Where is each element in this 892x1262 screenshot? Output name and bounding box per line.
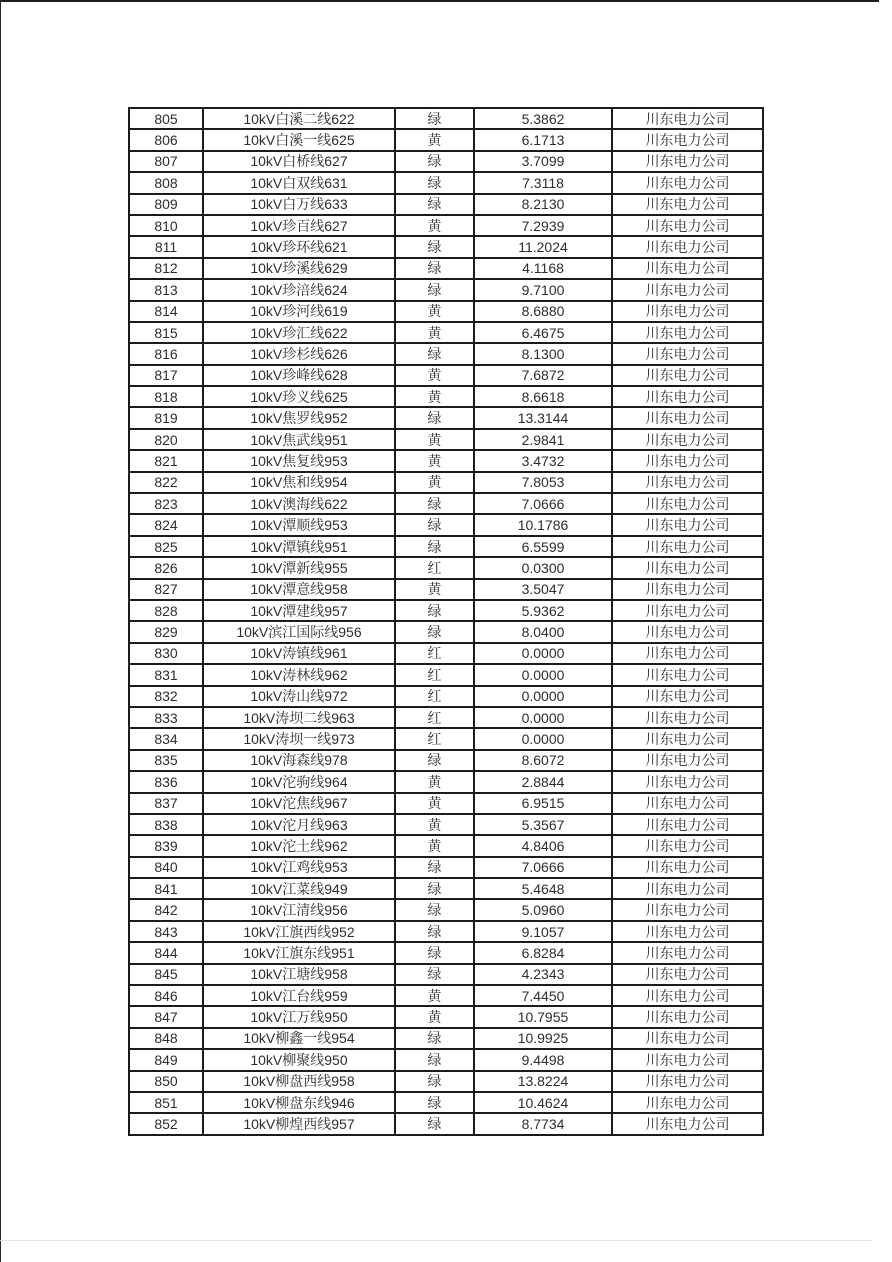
value-cell: 7.6872: [474, 365, 612, 386]
table-row: [129, 707, 763, 728]
company-cell: 川东电力公司: [612, 985, 763, 1006]
table-row: [129, 600, 763, 621]
status-cell: 黄: [395, 793, 474, 814]
serial-cell: 827: [129, 579, 203, 600]
line-name-cell: 10kV焦和线954: [203, 472, 395, 493]
value-cell: 8.1300: [474, 343, 612, 364]
value-cell: 13.8224: [474, 1071, 612, 1092]
line-name-cell: 10kV珍杉线626: [203, 343, 395, 364]
status-cell: 红: [395, 664, 474, 685]
company-cell: 川东电力公司: [612, 386, 763, 407]
value-cell: 5.3567: [474, 814, 612, 835]
serial-cell: 828: [129, 600, 203, 621]
line-name-cell: 10kV江万线950: [203, 1006, 395, 1027]
value-cell: 7.3118: [474, 172, 612, 193]
status-cell: 黄: [395, 129, 474, 150]
value-cell: 11.2024: [474, 236, 612, 257]
serial-cell: 831: [129, 664, 203, 685]
value-cell: 6.5599: [474, 536, 612, 557]
table-row: [129, 793, 763, 814]
status-cell: 红: [395, 707, 474, 728]
serial-cell: 840: [129, 857, 203, 878]
table-row: [129, 1113, 763, 1134]
status-cell: 黄: [395, 472, 474, 493]
table-row: [129, 557, 763, 578]
table-row: [129, 172, 763, 193]
value-cell: 7.2939: [474, 215, 612, 236]
status-cell: 绿: [395, 1028, 474, 1049]
table-row: [129, 279, 763, 300]
company-cell: 川东电力公司: [612, 557, 763, 578]
serial-cell: 823: [129, 493, 203, 514]
serial-cell: 848: [129, 1028, 203, 1049]
status-cell: 绿: [395, 1071, 474, 1092]
value-cell: 10.4624: [474, 1092, 612, 1113]
line-name-cell: 10kV潭镇线951: [203, 536, 395, 557]
status-cell: 绿: [395, 536, 474, 557]
power-line-table-body: [129, 108, 763, 1135]
company-cell: 川东电力公司: [612, 835, 763, 856]
serial-cell: 852: [129, 1113, 203, 1134]
serial-cell: 808: [129, 172, 203, 193]
status-cell: 绿: [395, 279, 474, 300]
status-cell: 绿: [395, 343, 474, 364]
line-name-cell: 10kV滨江国际线956: [203, 621, 395, 642]
power-line-table: [128, 107, 764, 1136]
company-cell: 川东电力公司: [612, 258, 763, 279]
company-cell: 川东电力公司: [612, 343, 763, 364]
company-cell: 川东电力公司: [612, 194, 763, 215]
status-cell: 黄: [395, 215, 474, 236]
line-name-cell: 10kV柳聚线950: [203, 1049, 395, 1070]
value-cell: 6.4675: [474, 322, 612, 343]
serial-cell: 829: [129, 621, 203, 642]
status-cell: 绿: [395, 172, 474, 193]
line-name-cell: 10kV柳煌西线957: [203, 1113, 395, 1134]
table-row: [129, 686, 763, 707]
line-name-cell: 10kV珍汇线622: [203, 322, 395, 343]
company-cell: 川东电力公司: [612, 301, 763, 322]
table-row: [129, 129, 763, 150]
line-name-cell: 10kV沱焦线967: [203, 793, 395, 814]
table-row: [129, 215, 763, 236]
table-row: [129, 985, 763, 1006]
serial-cell: 812: [129, 258, 203, 279]
status-cell: 黄: [395, 450, 474, 471]
table-row: [129, 472, 763, 493]
value-cell: 2.9841: [474, 429, 612, 450]
status-cell: 黄: [395, 579, 474, 600]
company-cell: 川东电力公司: [612, 964, 763, 985]
line-name-cell: 10kV江菜线949: [203, 878, 395, 899]
line-name-cell: 10kV江鸡线953: [203, 857, 395, 878]
serial-cell: 837: [129, 793, 203, 814]
value-cell: 10.7955: [474, 1006, 612, 1027]
status-cell: 黄: [395, 365, 474, 386]
company-cell: 川东电力公司: [612, 942, 763, 963]
company-cell: 川东电力公司: [612, 236, 763, 257]
company-cell: 川东电力公司: [612, 728, 763, 749]
serial-cell: 846: [129, 985, 203, 1006]
value-cell: 8.2130: [474, 194, 612, 215]
value-cell: 0.0000: [474, 707, 612, 728]
status-cell: 绿: [395, 964, 474, 985]
line-name-cell: 10kV涛坝一线973: [203, 728, 395, 749]
table-row: [129, 921, 763, 942]
company-cell: 川东电力公司: [612, 215, 763, 236]
value-cell: 5.3862: [474, 108, 612, 129]
serial-cell: 816: [129, 343, 203, 364]
serial-cell: 826: [129, 557, 203, 578]
table-row: [129, 108, 763, 129]
table-row: [129, 621, 763, 642]
serial-cell: 841: [129, 878, 203, 899]
line-name-cell: 10kV涛林线962: [203, 664, 395, 685]
value-cell: 3.7099: [474, 151, 612, 172]
serial-cell: 825: [129, 536, 203, 557]
value-cell: 3.4732: [474, 450, 612, 471]
line-name-cell: 10kV涛镇线961: [203, 643, 395, 664]
status-cell: 绿: [395, 108, 474, 129]
value-cell: 6.8284: [474, 942, 612, 963]
serial-cell: 847: [129, 1006, 203, 1027]
status-cell: 绿: [395, 493, 474, 514]
serial-cell: 815: [129, 322, 203, 343]
serial-cell: 824: [129, 514, 203, 535]
serial-cell: 807: [129, 151, 203, 172]
status-cell: 红: [395, 643, 474, 664]
status-cell: 黄: [395, 814, 474, 835]
serial-cell: 817: [129, 365, 203, 386]
status-cell: 绿: [395, 1113, 474, 1134]
status-cell: 黄: [395, 985, 474, 1006]
company-cell: 川东电力公司: [612, 365, 763, 386]
serial-cell: 835: [129, 750, 203, 771]
company-cell: 川东电力公司: [612, 1092, 763, 1113]
company-cell: 川东电力公司: [612, 707, 763, 728]
value-cell: 8.6880: [474, 301, 612, 322]
status-cell: 红: [395, 686, 474, 707]
serial-cell: 836: [129, 771, 203, 792]
value-cell: 9.1057: [474, 921, 612, 942]
serial-cell: 813: [129, 279, 203, 300]
serial-cell: 814: [129, 301, 203, 322]
company-cell: 川东电力公司: [612, 793, 763, 814]
company-cell: 川东电力公司: [612, 407, 763, 428]
value-cell: 7.0666: [474, 493, 612, 514]
line-name-cell: 10kV珍涪线624: [203, 279, 395, 300]
serial-cell: 844: [129, 942, 203, 963]
value-cell: 6.9515: [474, 793, 612, 814]
value-cell: 5.0960: [474, 899, 612, 920]
company-cell: 川东电力公司: [612, 771, 763, 792]
table-row: [129, 429, 763, 450]
line-name-cell: 10kV柳盘东线946: [203, 1092, 395, 1113]
value-cell: 7.4450: [474, 985, 612, 1006]
table-row: [129, 1071, 763, 1092]
line-name-cell: 10kV潭新线955: [203, 557, 395, 578]
company-cell: 川东电力公司: [612, 857, 763, 878]
company-cell: 川东电力公司: [612, 579, 763, 600]
table-row: [129, 258, 763, 279]
value-cell: 0.0300: [474, 557, 612, 578]
line-name-cell: 10kV白双线631: [203, 172, 395, 193]
line-name-cell: 10kV焦复线953: [203, 450, 395, 471]
company-cell: 川东电力公司: [612, 1071, 763, 1092]
line-name-cell: 10kV澳海线622: [203, 493, 395, 514]
table-row: [129, 151, 763, 172]
value-cell: 0.0000: [474, 728, 612, 749]
line-name-cell: 10kV珍环线621: [203, 236, 395, 257]
serial-cell: 822: [129, 472, 203, 493]
company-cell: 川东电力公司: [612, 921, 763, 942]
table-row: [129, 664, 763, 685]
line-name-cell: 10kV珍河线619: [203, 301, 395, 322]
value-cell: 3.5047: [474, 579, 612, 600]
company-cell: 川东电力公司: [612, 1006, 763, 1027]
serial-cell: 809: [129, 194, 203, 215]
table-row: [129, 493, 763, 514]
company-cell: 川东电力公司: [612, 1049, 763, 1070]
status-cell: 绿: [395, 151, 474, 172]
status-cell: 黄: [395, 301, 474, 322]
status-cell: 黄: [395, 386, 474, 407]
table-row: [129, 899, 763, 920]
serial-cell: 834: [129, 728, 203, 749]
line-name-cell: 10kV江清线956: [203, 899, 395, 920]
line-name-cell: 10kV柳盘西线958: [203, 1071, 395, 1092]
table-row: [129, 236, 763, 257]
company-cell: 川东电力公司: [612, 643, 763, 664]
table-row: [129, 1049, 763, 1070]
line-name-cell: 10kV涛坝二线963: [203, 707, 395, 728]
line-name-cell: 10kV柳鑫一线954: [203, 1028, 395, 1049]
power-line-table-container: [128, 107, 764, 1136]
table-row: [129, 450, 763, 471]
company-cell: 川东电力公司: [612, 108, 763, 129]
serial-cell: 851: [129, 1092, 203, 1113]
status-cell: 绿: [395, 514, 474, 535]
value-cell: 10.9925: [474, 1028, 612, 1049]
value-cell: 0.0000: [474, 643, 612, 664]
value-cell: 8.0400: [474, 621, 612, 642]
line-name-cell: 10kV涛山线972: [203, 686, 395, 707]
serial-cell: 819: [129, 407, 203, 428]
value-cell: 6.1713: [474, 129, 612, 150]
line-name-cell: 10kV潭顺线953: [203, 514, 395, 535]
table-row: [129, 1028, 763, 1049]
serial-cell: 845: [129, 964, 203, 985]
serial-cell: 805: [129, 108, 203, 129]
status-cell: 绿: [395, 407, 474, 428]
status-cell: 绿: [395, 857, 474, 878]
scan-artifact-left-edge: [0, 0, 1, 1262]
table-row: [129, 343, 763, 364]
table-row: [129, 878, 763, 899]
company-cell: 川东电力公司: [612, 322, 763, 343]
serial-cell: 830: [129, 643, 203, 664]
status-cell: 黄: [395, 835, 474, 856]
serial-cell: 849: [129, 1049, 203, 1070]
table-row: [129, 301, 763, 322]
value-cell: 8.6072: [474, 750, 612, 771]
line-name-cell: 10kV沱土线962: [203, 835, 395, 856]
company-cell: 川东电力公司: [612, 686, 763, 707]
table-row: [129, 771, 763, 792]
value-cell: 8.7734: [474, 1113, 612, 1134]
value-cell: 9.7100: [474, 279, 612, 300]
serial-cell: 810: [129, 215, 203, 236]
line-name-cell: 10kV白溪一线625: [203, 129, 395, 150]
company-cell: 川东电力公司: [612, 664, 763, 685]
status-cell: 绿: [395, 878, 474, 899]
table-row: [129, 1006, 763, 1027]
company-cell: 川东电力公司: [612, 493, 763, 514]
serial-cell: 806: [129, 129, 203, 150]
company-cell: 川东电力公司: [612, 1028, 763, 1049]
line-name-cell: 10kV珍义线625: [203, 386, 395, 407]
status-cell: 黄: [395, 771, 474, 792]
table-row: [129, 942, 763, 963]
value-cell: 0.0000: [474, 686, 612, 707]
value-cell: 13.3144: [474, 407, 612, 428]
company-cell: 川东电力公司: [612, 514, 763, 535]
status-cell: 绿: [395, 236, 474, 257]
scan-artifact-top-edge: [0, 0, 879, 2]
company-cell: 川东电力公司: [612, 621, 763, 642]
status-cell: 红: [395, 557, 474, 578]
value-cell: 5.9362: [474, 600, 612, 621]
status-cell: 绿: [395, 621, 474, 642]
serial-cell: 833: [129, 707, 203, 728]
company-cell: 川东电力公司: [612, 878, 763, 899]
serial-cell: 842: [129, 899, 203, 920]
serial-cell: 811: [129, 236, 203, 257]
status-cell: 绿: [395, 194, 474, 215]
serial-cell: 843: [129, 921, 203, 942]
table-row: [129, 750, 763, 771]
table-row: [129, 728, 763, 749]
line-name-cell: 10kV珍峰线628: [203, 365, 395, 386]
status-cell: 绿: [395, 942, 474, 963]
line-name-cell: 10kV江旗东线951: [203, 942, 395, 963]
company-cell: 川东电力公司: [612, 450, 763, 471]
status-cell: 黄: [395, 429, 474, 450]
status-cell: 绿: [395, 1049, 474, 1070]
line-name-cell: 10kV沱月线963: [203, 814, 395, 835]
status-cell: 绿: [395, 258, 474, 279]
company-cell: 川东电力公司: [612, 279, 763, 300]
serial-cell: 850: [129, 1071, 203, 1092]
table-row: [129, 386, 763, 407]
line-name-cell: 10kV江台线959: [203, 985, 395, 1006]
company-cell: 川东电力公司: [612, 129, 763, 150]
value-cell: 2.8844: [474, 771, 612, 792]
value-cell: 5.4648: [474, 878, 612, 899]
table-row: [129, 536, 763, 557]
serial-cell: 832: [129, 686, 203, 707]
value-cell: 4.8406: [474, 835, 612, 856]
serial-cell: 818: [129, 386, 203, 407]
serial-cell: 820: [129, 429, 203, 450]
line-name-cell: 10kV珍溪线629: [203, 258, 395, 279]
line-name-cell: 10kV江旗西线952: [203, 921, 395, 942]
status-cell: 红: [395, 728, 474, 749]
line-name-cell: 10kV潭建线957: [203, 600, 395, 621]
company-cell: 川东电力公司: [612, 814, 763, 835]
table-row: [129, 322, 763, 343]
table-row: [129, 964, 763, 985]
company-cell: 川东电力公司: [612, 472, 763, 493]
value-cell: 0.0000: [474, 664, 612, 685]
status-cell: 绿: [395, 750, 474, 771]
company-cell: 川东电力公司: [612, 600, 763, 621]
line-name-cell: 10kV焦武线951: [203, 429, 395, 450]
table-row: [129, 643, 763, 664]
line-name-cell: 10kV焦罗线952: [203, 407, 395, 428]
table-row: [129, 514, 763, 535]
value-cell: 7.8053: [474, 472, 612, 493]
serial-cell: 838: [129, 814, 203, 835]
line-name-cell: 10kV江塘线958: [203, 964, 395, 985]
serial-cell: 839: [129, 835, 203, 856]
line-name-cell: 10kV沱驹线964: [203, 771, 395, 792]
line-name-cell: 10kV白溪二线622: [203, 108, 395, 129]
line-name-cell: 10kV海森线978: [203, 750, 395, 771]
value-cell: 10.1786: [474, 514, 612, 535]
table-row: [129, 407, 763, 428]
table-row: [129, 835, 763, 856]
table-row: [129, 365, 763, 386]
status-cell: 绿: [395, 899, 474, 920]
line-name-cell: 10kV白万线633: [203, 194, 395, 215]
table-row: [129, 579, 763, 600]
scan-artifact-bottom-edge: [0, 1240, 872, 1241]
line-name-cell: 10kV潭意线958: [203, 579, 395, 600]
status-cell: 绿: [395, 1092, 474, 1113]
value-cell: 4.1168: [474, 258, 612, 279]
line-name-cell: 10kV珍百线627: [203, 215, 395, 236]
table-row: [129, 814, 763, 835]
value-cell: 7.0666: [474, 857, 612, 878]
value-cell: 8.6618: [474, 386, 612, 407]
table-row: [129, 857, 763, 878]
company-cell: 川东电力公司: [612, 1113, 763, 1134]
status-cell: 绿: [395, 600, 474, 621]
company-cell: 川东电力公司: [612, 151, 763, 172]
line-name-cell: 10kV白桥线627: [203, 151, 395, 172]
company-cell: 川东电力公司: [612, 750, 763, 771]
table-row: [129, 194, 763, 215]
company-cell: 川东电力公司: [612, 172, 763, 193]
company-cell: 川东电力公司: [612, 536, 763, 557]
table-row: [129, 1092, 763, 1113]
status-cell: 黄: [395, 322, 474, 343]
status-cell: 绿: [395, 921, 474, 942]
status-cell: 黄: [395, 1006, 474, 1027]
company-cell: 川东电力公司: [612, 429, 763, 450]
company-cell: 川东电力公司: [612, 899, 763, 920]
serial-cell: 821: [129, 450, 203, 471]
value-cell: 4.2343: [474, 964, 612, 985]
value-cell: 9.4498: [474, 1049, 612, 1070]
